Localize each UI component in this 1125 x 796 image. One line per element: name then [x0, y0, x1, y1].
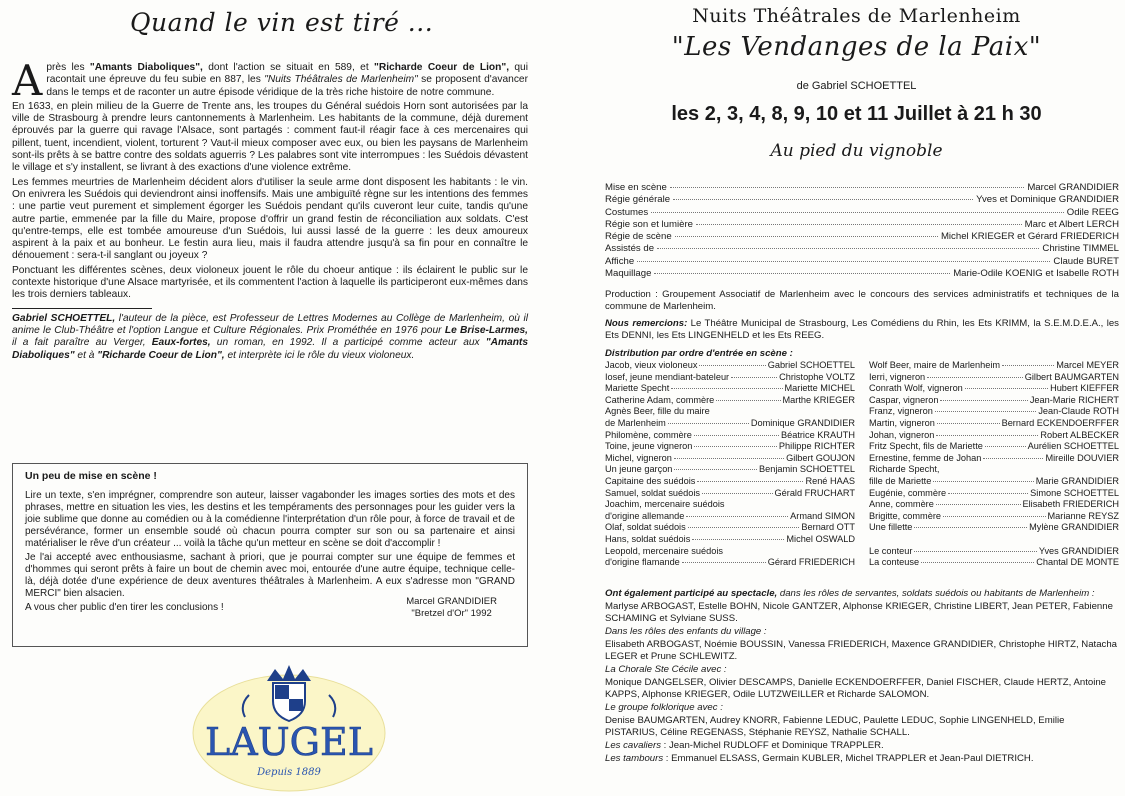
production-note: Production : Groupement Associatif de Marlenheim avec le concours des services administratifs et techniques de la commune de Marlenheim.: [605, 289, 1119, 312]
drums-line: [605, 753, 1119, 765]
cast-leader-dots: [914, 527, 1027, 528]
cast-value: Gérard FRIEDERICH: [767, 557, 855, 568]
intro-text: [12, 56, 528, 364]
cast-leader-dots: [699, 365, 765, 366]
right-page: [588, 0, 1125, 796]
cast-leader-dots: [694, 435, 779, 436]
credits-list: [605, 182, 1119, 280]
cast-label: Olaf, soldat suédois: [605, 522, 686, 533]
paragraph-3: Les femmes meurtries de Marlenheim décident alors d'utiliser la seule arme dont disposent les habitants : le vin. On enivrera les Suédois qui deviendront ainsi inoffensifs. Mais une ambiguïté règne sur les intentions des femmes : une partie veut purement et simplement égorger les Suédois pendant qu'ils cuveront leur cuite, tandis qu'une autre partie, emmenée par la fille du Maire, propose d'offrir un grand festin de réconciliation aux soldats. C'est qu'entre-temps, elle est tombée amoureuse d'un Suédois, lui aussi lassé de la guerre : les deux amoureux aspirent à la paix et au bonheur. Le festin aura lieu, mais il faudra attendre jusqu'à sa fin pour en connaître le dénouement : sera-t-il sanglant ou joyeux ?: [12, 176, 528, 262]
extras-heading: [605, 588, 1119, 600]
credit-label: Assistés de: [605, 243, 655, 255]
cast-row: [605, 534, 855, 546]
cast-leader-dots: [702, 493, 773, 494]
cast-row: [869, 488, 1119, 500]
cast-leader-dots: [948, 493, 1028, 494]
cast-value: Jean-Marie RICHERT: [1029, 394, 1119, 405]
cast-row: [869, 453, 1119, 465]
credit-label: Mise en scène: [605, 182, 667, 193]
cast-row: [605, 546, 855, 558]
cast-row: [869, 418, 1119, 430]
p1-text-g: se proposent d'avancer dans le temps et de raconter un autre épisode véridique de la très riche histoire de notre commune.: [46, 74, 528, 98]
p1-italic-f: "Nuits Théâtrales de Marlenheim": [264, 74, 418, 86]
cast-row: [869, 476, 1119, 488]
cast-label: Richarde Specht,: [869, 464, 940, 475]
distribution-title: Distribution par ordre d'entrée en scène :: [605, 348, 793, 359]
cast-row: [605, 557, 855, 569]
left-title: Quand le vin est tiré ...: [130, 8, 434, 37]
author-name: Gabriel SCHOETTEL,: [12, 312, 116, 324]
cast-row: [605, 511, 855, 523]
cast-leader-dots: [674, 469, 757, 470]
cast-value: Gilbert GOUJON: [786, 452, 855, 463]
cast-label: Jacob, vieux violoneux: [605, 360, 698, 370]
cast-row: [605, 488, 855, 500]
thanks-label: Nous remercions:: [605, 318, 688, 329]
credit-row: [605, 268, 1119, 280]
cast-column-right: [869, 360, 1119, 569]
cast-leader-dots: [1002, 365, 1054, 366]
credit-leader-dots: [654, 273, 950, 274]
cast-row: [869, 406, 1119, 418]
cast-label: Wolf Beer, maire de Marlenheim: [869, 360, 1001, 370]
credit-label: Régie son et lumière: [605, 218, 693, 230]
cast-row: [869, 522, 1119, 534]
cast-label: Ierri, vigneron: [869, 371, 926, 382]
cast-label: Une fillette: [869, 522, 913, 533]
separator: [12, 308, 152, 309]
cast-leader-dots: [668, 423, 749, 424]
cast-value: Marianne REYSZ: [1047, 510, 1119, 521]
cast-value: Gilbert BAUMGARTEN: [1024, 371, 1119, 382]
bio-bold-4: Eaux-fortes,: [151, 337, 211, 349]
cast-label: Ernestine, femme de Johan: [869, 452, 982, 463]
choir-heading: La Chorale Ste Cécile avec :: [605, 664, 727, 675]
bio-bold-2: Le Brise-Larmes,: [444, 324, 528, 336]
cast-value: Simone SCHOETTEL: [1030, 487, 1119, 498]
logo-since: Depuis 1889: [257, 767, 321, 778]
cast-label: Le conteur: [869, 545, 913, 556]
box-paragraph-2: Je l'ai accepté avec enthousiasme, sachant à priori, que je pourrai compter sur une équipe de femmes et d'hommes qui seront prêts à faire un bout de chemin avec moi, entourée d'une autre équipe, technique celle-là, déjà dotée d'une expérience de deux aventures théâtrales à Marlenheim. A eux s'adresse mon "GRAND MERCI" bien alsacien.: [25, 552, 515, 599]
bio-bold-6: "Amants Diaboliques": [12, 337, 528, 361]
riders-line: [605, 740, 1119, 752]
credit-leader-dots: [651, 212, 1064, 213]
cast-row: [605, 476, 855, 488]
cast-label: d'origine flamande: [605, 557, 680, 568]
cast-value: Gabriel SCHOETTEL: [767, 360, 855, 370]
bio-text-3: il a fait paraître au Verger,: [12, 337, 152, 349]
cast-label: Anne, commère: [869, 499, 934, 510]
cast-leader-dots: [674, 458, 784, 459]
cast-leader-dots: [965, 388, 1048, 389]
folk-heading: Le groupe folklorique avec :: [605, 702, 723, 713]
extras-names: Marlyse ARBOGAST, Estelle BOHN, Nicole GANTZER, Alphonse KRIEGER, Christine LIBERT, Jean PETER, Fabienne SCHAMING et Sylviane SUSS.: [605, 601, 1113, 624]
cast-label: Caspar, vigneron: [869, 394, 939, 405]
bio-text-1: l'auteur de la pièce, est Professeur de Lettres Modernes au Collège de Marlenheim, où il anime le Club-Théâtre et l'option Langue et Culture Régionales. Prix Prométhée en 1976 pour: [12, 312, 528, 336]
cast-leader-dots: [936, 504, 1021, 505]
cast-value: Dominique GRANDIDIER: [750, 417, 855, 428]
paragraph-2: En 1633, en plein milieu de la Guerre de Trente ans, les troupes du Général suédois Horn sont autorisées par la ville de Strasbourg à prendre leurs cantonnements à Marlenheim. Les habitants de la commune, déjà durement éprouvés par la guerre qui ravage l'Alsace, sont partagés : comment faut-il réagir face à ces mercenaires qui pillent, tuent, incendient, violent, torturent ? Vaut-il mieux composer avec eux, ou bien les paysans de Marlenheim sont-ils prêts à se battre contre des soldats aguerris ? Les palabres sont vite interrompues : les Suédois dévastent le village et s'y installent, se livrant à des exactions d'une violence extrême.: [12, 100, 528, 174]
credit-label: Maquillage: [605, 268, 652, 280]
cast-label: Philomène, commère: [605, 429, 692, 440]
cast-leader-dots: [937, 423, 1000, 424]
cast-label: Fritz Specht, fils de Mariette: [869, 441, 983, 452]
cast-row: [605, 499, 855, 511]
laugel-logo: [189, 655, 389, 795]
cast-leader-dots: [716, 400, 780, 401]
cast-leader-dots: [697, 481, 803, 482]
cast-leader-dots: [694, 446, 777, 447]
credit-leader-dots: [675, 236, 938, 237]
cast-value: Yves GRANDIDIER: [1038, 545, 1119, 556]
cast-leader-dots: [921, 562, 1034, 563]
box-paragraph-3: A vous cher public d'en tirer les conclusions !: [25, 602, 224, 613]
credit-row: [605, 182, 1119, 194]
bio-text-5: un roman, en 1992. Il a participé comme acteur aux: [210, 337, 486, 349]
cast-label: Conrath Wolf, vigneron: [869, 383, 963, 394]
cast-value: Béatrice KRAUTH: [780, 429, 855, 440]
choir-names: Monique DANGELSER, Olivier DESCAMPS, Danielle ECKENDOERFFER, Daniel FISCHER, Claude HERTZ, Antoine KAPPS, Alphonse KRIEGER, Odile LUTZWEILLER et Richarde SALOMON.: [605, 677, 1106, 700]
cast-leader-dots: [943, 516, 1046, 517]
cast-leader-dots: [927, 377, 1023, 378]
signature-name: Marcel GRANDIDIER: [406, 596, 497, 607]
cast-row: [869, 372, 1119, 384]
riders-names: : Jean-Michel RUDLOFF et Dominique TRAPPLER.: [661, 740, 884, 751]
extras-heading-bold: Ont également participé au spectacle,: [605, 588, 778, 599]
cast-label: Iosef, jeune mendiant-bateleur: [605, 371, 730, 382]
cast-row: [605, 441, 855, 453]
cast-value: Christophe VOLTZ: [779, 371, 855, 382]
cast-label: Johan, vigneron: [869, 429, 935, 440]
box-paragraph-1: Lire un texte, s'en imprégner, comprendre son auteur, laisser vagabonder les images sorties des mots et des phrases, mettre en situation les vies, les destins et les tempéraments des personnages pour les guider vers la joie sublime que donne au comédien ou à la comédienne l'interprétation d'un rôle pour, à force de travail et de persévérance, former un ensemble soudé où chacun pourra compter sur son ou sa partenaire et ainsi matérialiser le rêve d'un créateur ... voilà la tâche qu'un metteur en scène se doit d'accomplir !: [25, 490, 515, 549]
cast-row: [605, 464, 855, 476]
cast-label: Eugénie, commère: [869, 487, 947, 498]
cast-label: La conteuse: [869, 557, 920, 568]
signature: [406, 596, 497, 620]
credit-label: Régie générale: [605, 194, 671, 206]
cast-row: [869, 511, 1119, 523]
drop-cap: A: [12, 56, 43, 105]
cast-value: Benjamin SCHOETTEL: [759, 464, 855, 475]
credit-row: [605, 256, 1119, 268]
cast-label: Michel, vigneron: [605, 452, 672, 463]
children-heading: Dans les rôles des enfants du village :: [605, 626, 767, 637]
cast-leader-dots: [686, 516, 788, 517]
cast-value: Marie GRANDIDIER: [1035, 475, 1119, 486]
play-title: "Les Vendanges de la Paix": [671, 32, 1042, 62]
cast-row: [605, 395, 855, 407]
cast-leader-dots: [692, 539, 784, 540]
cast-column-left: [605, 360, 855, 569]
cast-row: [869, 464, 1119, 476]
box-title: Un peu de mise en scène !: [25, 470, 157, 482]
extras-heading-italic: dans les rôles de servantes, soldats suédois ou habitants de Marlenheim :: [777, 588, 1095, 599]
cast-label: fille de Mariette: [869, 475, 932, 486]
cast-value: Elisabeth FRIEDERICH: [1022, 499, 1119, 510]
signature-title: "Bretzel d'Or" 1992: [411, 608, 492, 619]
logo-graphic: [189, 655, 389, 795]
credit-row: [605, 243, 1119, 255]
credit-leader-dots: [696, 224, 1022, 225]
cast-value: Bernard OTT: [801, 522, 855, 533]
cast-value: Mylène GRANDIDIER: [1029, 522, 1119, 533]
cast-leader-dots: [936, 435, 1038, 436]
p1-text-e: qui racontait une épreuve du feu subie en 887, les: [46, 62, 528, 86]
credit-value: Christine TIMMEL: [1042, 243, 1119, 255]
cast-value: Aurélien SCHOETTEL: [1027, 441, 1119, 452]
cast-label: Capitaine des suédois: [605, 475, 696, 486]
cast-value: Mariette MICHEL: [784, 383, 855, 394]
bio-text-9: et interprète ici le rôle du vieux violoneux.: [224, 349, 415, 361]
credit-row: [605, 194, 1119, 206]
credit-row: [605, 219, 1119, 231]
credit-value: Yves et Dominique GRANDIDIER: [976, 194, 1119, 206]
cast-row: [605, 522, 855, 534]
cast-row: [605, 418, 855, 430]
cast-value: Mireille DOUVIER: [1045, 452, 1119, 463]
cast-row: [605, 406, 855, 418]
cast-row: [605, 360, 855, 372]
credit-value: Marc et Albert LERCH: [1024, 218, 1119, 230]
performance-dates: les 2, 3, 4, 8, 9, 10 et 11 Juillet à 21 h 30: [671, 103, 1042, 125]
cast-label: Agnès Beer, fille du maire: [605, 406, 710, 417]
cast-leader-dots: [935, 411, 1036, 412]
credit-row: [605, 207, 1119, 219]
cast-row: [869, 441, 1119, 453]
cast-leader-dots: [985, 446, 1026, 447]
cast-label: de Marlenheim: [605, 417, 666, 428]
credit-label: Costumes: [605, 206, 649, 218]
cast-label: Franz, vigneron: [869, 406, 933, 417]
play-author: de Gabriel SCHOETTEL: [796, 80, 917, 92]
cast-leader-dots: [914, 551, 1036, 552]
cast-row: [869, 546, 1119, 558]
cast-row: [605, 383, 855, 395]
credit-label: Régie de scène: [605, 231, 672, 243]
paragraph-4: Ponctuant les différentes scènes, deux violoneux jouent le rôle du choeur antique : ils éclairent le public sur le contexte historique d'une Alsace martyrisée, et ils commentent l'action à laquelle ils participeront eux-mêmes dans les trois derniers tableaux.: [12, 264, 528, 301]
extras-section: [605, 588, 1119, 766]
cast-value: Armand SIMON: [790, 510, 855, 521]
cast-value: Robert ALBECKER: [1040, 429, 1119, 440]
credit-value: Michel KRIEGER et Gérard FRIEDERICH: [940, 231, 1119, 243]
cast-row: [869, 557, 1119, 569]
cast-label: Brigitte, commère: [869, 510, 941, 521]
credit-value: Marcel GRANDIDIER: [1027, 182, 1119, 193]
credit-leader-dots: [673, 199, 973, 200]
venue: Au pied du vignoble: [770, 141, 943, 161]
credit-leader-dots: [637, 261, 1050, 262]
cast-label: Hans, soldat suédois: [605, 533, 691, 544]
cast-label: Catherine Adam, commère: [605, 394, 715, 405]
cast-leader-dots: [682, 562, 766, 563]
credit-value: Claude BURET: [1053, 255, 1119, 267]
cast-value: Hubert KIEFFER: [1050, 383, 1119, 394]
cast-leader-dots: [933, 481, 1033, 482]
cast-value: Marthe KRIEGER: [782, 394, 855, 405]
cast-value: René HAAS: [805, 475, 855, 486]
cast-label: Leopold, mercenaire suédois: [605, 545, 723, 556]
bio-text-7: et à: [74, 349, 98, 361]
folk-names: Denise BAUMGARTEN, Audrey KNORR, Fabienne LEDUC, Paulette LEDUC, Sophie LINGENHELD, Emilie PISTARIUS, Céline REGENASS, Stéphanie REYSZ, Nathalie SCHALL.: [605, 715, 1065, 738]
cast-leader-dots: [688, 527, 800, 528]
children-names: Elisabeth ARBOGAST, Noémie BOUSSIN, Vanessa FRIEDERICH, Maxence GRANDIDIER, Christophe HIRTZ, Natacha LEGER et Prune SCHLEWITZ.: [605, 639, 1118, 662]
cast-value: Bernard ECKENDOERFFER: [1001, 417, 1119, 428]
cast-value: Philippe RICHTER: [778, 441, 855, 452]
author-bio: [12, 313, 528, 362]
cast-label: d'origine allemande: [605, 510, 685, 521]
credit-leader-dots: [657, 248, 1039, 249]
credit-value: Marie-Odile KOENIG et Isabelle ROTH: [953, 268, 1119, 280]
cast-leader-dots: [671, 388, 782, 389]
cast-leader-dots: [940, 400, 1027, 401]
cast-row: [869, 534, 1119, 546]
cast-value: Jean-Claude ROTH: [1038, 406, 1119, 417]
cast-leader-dots: [983, 458, 1043, 459]
credit-leader-dots: [670, 187, 1024, 188]
director-note-box: [12, 463, 528, 647]
thanks-text: Le Théâtre Municipal de Strasbourg, Les Comédiens du Rhin, les Ets KRIMM, la S.E.M.D.E.A., les Ets DENNI, les Ets LINGENHELD et les Ets REEG.: [605, 318, 1119, 341]
cast-label: Un jeune garçon: [605, 464, 673, 475]
p1-text-a: près les: [46, 62, 90, 73]
left-page: [0, 0, 560, 796]
p1-bold-a: "Amants Diaboliques",: [89, 62, 203, 73]
cast-row: [869, 360, 1119, 372]
cast-row: [869, 499, 1119, 511]
cast-row: [869, 383, 1119, 395]
cast-label: Mariette Specht: [605, 383, 670, 394]
cast-row: [605, 453, 855, 465]
cast-label: Joachim, mercenaire suédois: [605, 499, 725, 510]
cast-value: Chantal DE MONTE: [1036, 557, 1119, 568]
cast-value: Michel OSWALD: [786, 533, 855, 544]
logo-wordmark: LAUGEL: [204, 720, 374, 764]
p1-bold-d: "Richarde Coeur de Lion",: [374, 62, 510, 73]
cast-value: Marcel MEYER: [1056, 360, 1119, 370]
credit-value: Odile REEG: [1066, 206, 1119, 218]
cast-leader-dots: [731, 377, 777, 378]
drums-names: : Emmanuel ELSASS, Germain KUBLER, Michel TRAPPLER et Jean-Paul DIETRICH.: [663, 753, 1034, 764]
thanks-note: [605, 318, 1119, 342]
cast-row: [869, 395, 1119, 407]
cast-row: [869, 430, 1119, 442]
cast-row: [605, 372, 855, 384]
credit-label: Affiche: [605, 255, 635, 267]
paragraph-1: [12, 56, 528, 105]
cast-label: Toine, jeune vigneron: [605, 441, 693, 452]
p1-text-c: dont l'action se situait en 589, et: [202, 62, 375, 73]
riders-heading: Les cavaliers: [605, 740, 661, 751]
drums-heading: Les tambours: [605, 753, 664, 764]
cast-value: Gérald FRUCHART: [774, 487, 855, 498]
cast-label: Samuel, soldat suédois: [605, 487, 700, 498]
credit-row: [605, 231, 1119, 243]
bio-bold-8: "Richarde Coeur de Lion",: [97, 349, 225, 361]
cast-label: Martin, vigneron: [869, 417, 935, 428]
cast-row: [605, 430, 855, 442]
festival-title: Nuits Théâtrales de Marlenheim: [692, 5, 1021, 27]
